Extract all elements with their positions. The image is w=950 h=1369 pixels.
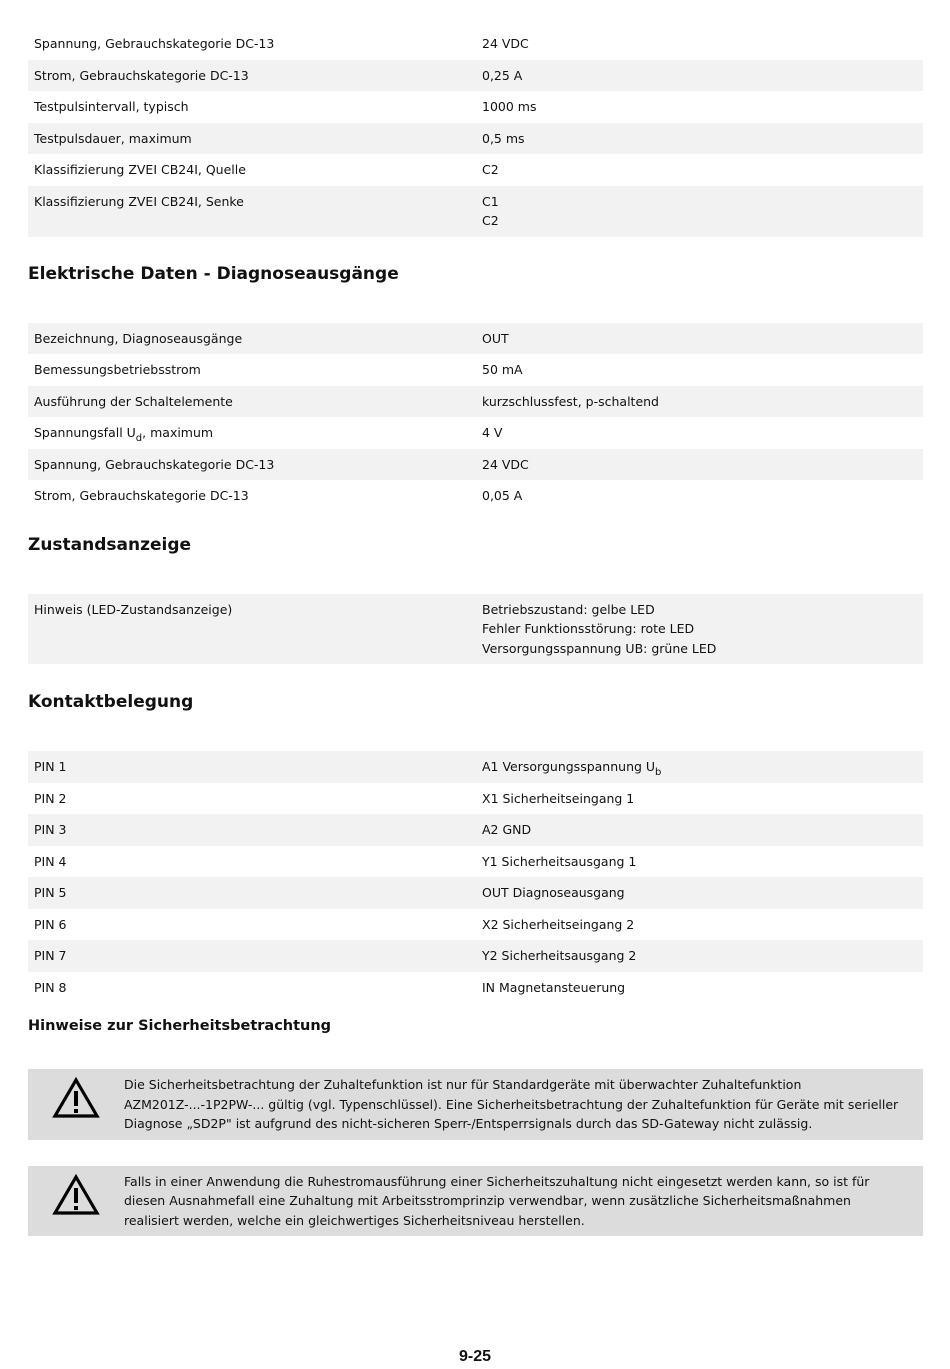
table-row (28, 783, 923, 815)
spec-table-diagnose (28, 323, 923, 512)
row-label: Bemessungsbetriebsstrom (34, 362, 201, 377)
row-value: kurzschlussfest, p-schaltend (476, 386, 923, 418)
row-label: Klassifizierung ZVEI CB24I, Quelle (34, 162, 246, 177)
row-label: PIN 3 (28, 814, 476, 846)
row-value (476, 751, 923, 783)
value-line: 0,5 ms (482, 130, 525, 146)
row-label: Hinweis (LED-Zustandsanzeige) (28, 594, 476, 665)
warning-triangle-icon (28, 1172, 124, 1216)
label-subscript: d (135, 433, 143, 444)
row-label: Bezeichnung, Diagnoseausgänge (28, 323, 476, 355)
value-line: 24 VDC (482, 36, 529, 51)
value-line: C2 (482, 213, 499, 228)
spec-table-top (28, 28, 923, 237)
row-label (28, 417, 476, 449)
table-row (28, 123, 923, 155)
table-row (28, 386, 923, 418)
row-label: PIN 2 (34, 790, 67, 806)
row-value: 4 V (482, 425, 503, 440)
value-line: 0,25 A (482, 67, 523, 83)
label-text-suffix: , maximum (142, 425, 214, 440)
table-row (28, 877, 923, 909)
row-value (476, 123, 923, 155)
row-label: PIN 6 (34, 916, 67, 932)
row-label: Strom, Gebrauchskategorie DC-13 (34, 488, 249, 503)
page-number: 9-25 (458, 1348, 492, 1365)
row-label: Spannung, Gebrauchskategorie DC-13 (34, 36, 275, 51)
row-label: Testpulsdauer, maximum (28, 123, 476, 155)
value-line: C2 (482, 162, 499, 177)
row-value: OUT Diagnoseausgang (476, 877, 923, 909)
section-title-pins: Kontaktbelegung (28, 692, 194, 712)
row-value: OUT (476, 323, 923, 355)
row-label: Spannung, Gebrauchskategorie DC-13 (28, 449, 476, 481)
table-row (28, 814, 923, 846)
warning-triangle-icon (28, 1075, 124, 1119)
table-row (28, 91, 923, 123)
value-subscript: b (655, 767, 662, 778)
row-label: PIN 1 (28, 751, 476, 783)
value-text: A1 Versorgungsspannung U (482, 759, 656, 774)
row-label: PIN 5 (28, 877, 476, 909)
table-row (28, 480, 923, 512)
row-value (476, 594, 923, 665)
row-label: Testpulsintervall, typisch (34, 99, 189, 114)
safety-notice-2 (28, 1166, 923, 1237)
spec-table-pins (28, 751, 923, 1003)
row-value (476, 186, 923, 237)
row-value: A2 GND (476, 814, 923, 846)
row-value: X2 Sicherheitseingang 2 (482, 916, 635, 932)
table-row (28, 154, 923, 186)
spec-table-status (28, 594, 923, 665)
label-text: Spannungsfall U (34, 425, 136, 440)
row-value: IN Magnetansteuerung (482, 979, 626, 995)
table-row (28, 417, 923, 449)
row-label: PIN 7 (28, 940, 476, 972)
row-value (476, 28, 923, 60)
value-line: 1000 ms (482, 99, 537, 114)
table-row (28, 60, 923, 92)
table-row (28, 323, 923, 355)
row-label: Klassifizierung ZVEI CB24I, Senke (28, 186, 476, 237)
section-title-safety: Hinweise zur Sicherheitsbetrachtung (28, 1018, 332, 1034)
notice-text: Falls in einer Anwendung die Ruhestromausführung einer Sicherheitszuhaltung nicht eingesetzt werden kann, so ist für diesen Ausnahmefall eine Zuhaltung mit Arbeitsstromprinzip verwendbar, wenn zusätzliche Sicherheitsmaßnahmen realisiert werden, welche ein gleichwertiges Sicherheitsniveau herstellen. (124, 1173, 870, 1228)
value-line: Betriebszustand: gelbe LED (482, 601, 655, 617)
table-row (28, 354, 923, 386)
row-value (476, 60, 923, 92)
table-row (28, 972, 923, 1004)
row-label: PIN 8 (34, 979, 67, 995)
table-row (28, 449, 923, 481)
section-title-diagnose: Elektrische Daten - Diagnoseausgänge (28, 263, 399, 284)
table-row (28, 186, 923, 237)
notice-text: Die Sicherheitsbetrachtung der Zuhaltefunktion ist nur für Standardgeräte mit überwachter Zuhaltefunktion AZM201Z-...-1P2PW-... gültig (vgl. Typenschlüssel). Eine Sicherheitsbetrachtung der Zuhaltefunktion für Geräte mit serieller Diagnose „SD2P" ist aufgrund des nicht-sicheren Sperr-/Entsperrsignals durch das SD-Gateway nicht zulässig. (124, 1077, 899, 1131)
table-row (28, 751, 923, 783)
row-value: 24 VDC (476, 449, 923, 481)
table-row (28, 28, 923, 60)
row-label: Ausführung der Schaltelemente (28, 386, 476, 418)
document-page (28, 28, 923, 1236)
table-row (28, 846, 923, 878)
row-value: 0,05 A (482, 488, 523, 503)
row-value: Y2 Sicherheitsausgang 2 (476, 940, 923, 972)
row-value: X1 Sicherheitseingang 1 (482, 790, 635, 806)
value-line: C1 (482, 193, 499, 209)
table-row (28, 909, 923, 941)
safety-notice-1 (28, 1069, 923, 1140)
row-value (476, 91, 923, 123)
table-row (28, 940, 923, 972)
table-row (28, 594, 923, 665)
value-line: Versorgungsspannung UB: grüne LED (482, 640, 717, 656)
row-value: 50 mA (482, 362, 523, 377)
value-line: Fehler Funktionsstörung: rote LED (482, 621, 695, 636)
section-title-status: Zustandsanzeige (28, 534, 192, 555)
row-label: PIN 4 (34, 853, 67, 869)
row-value (476, 154, 923, 186)
row-label: Strom, Gebrauchskategorie DC-13 (28, 60, 476, 92)
row-value: Y1 Sicherheitsausgang 1 (482, 853, 637, 869)
